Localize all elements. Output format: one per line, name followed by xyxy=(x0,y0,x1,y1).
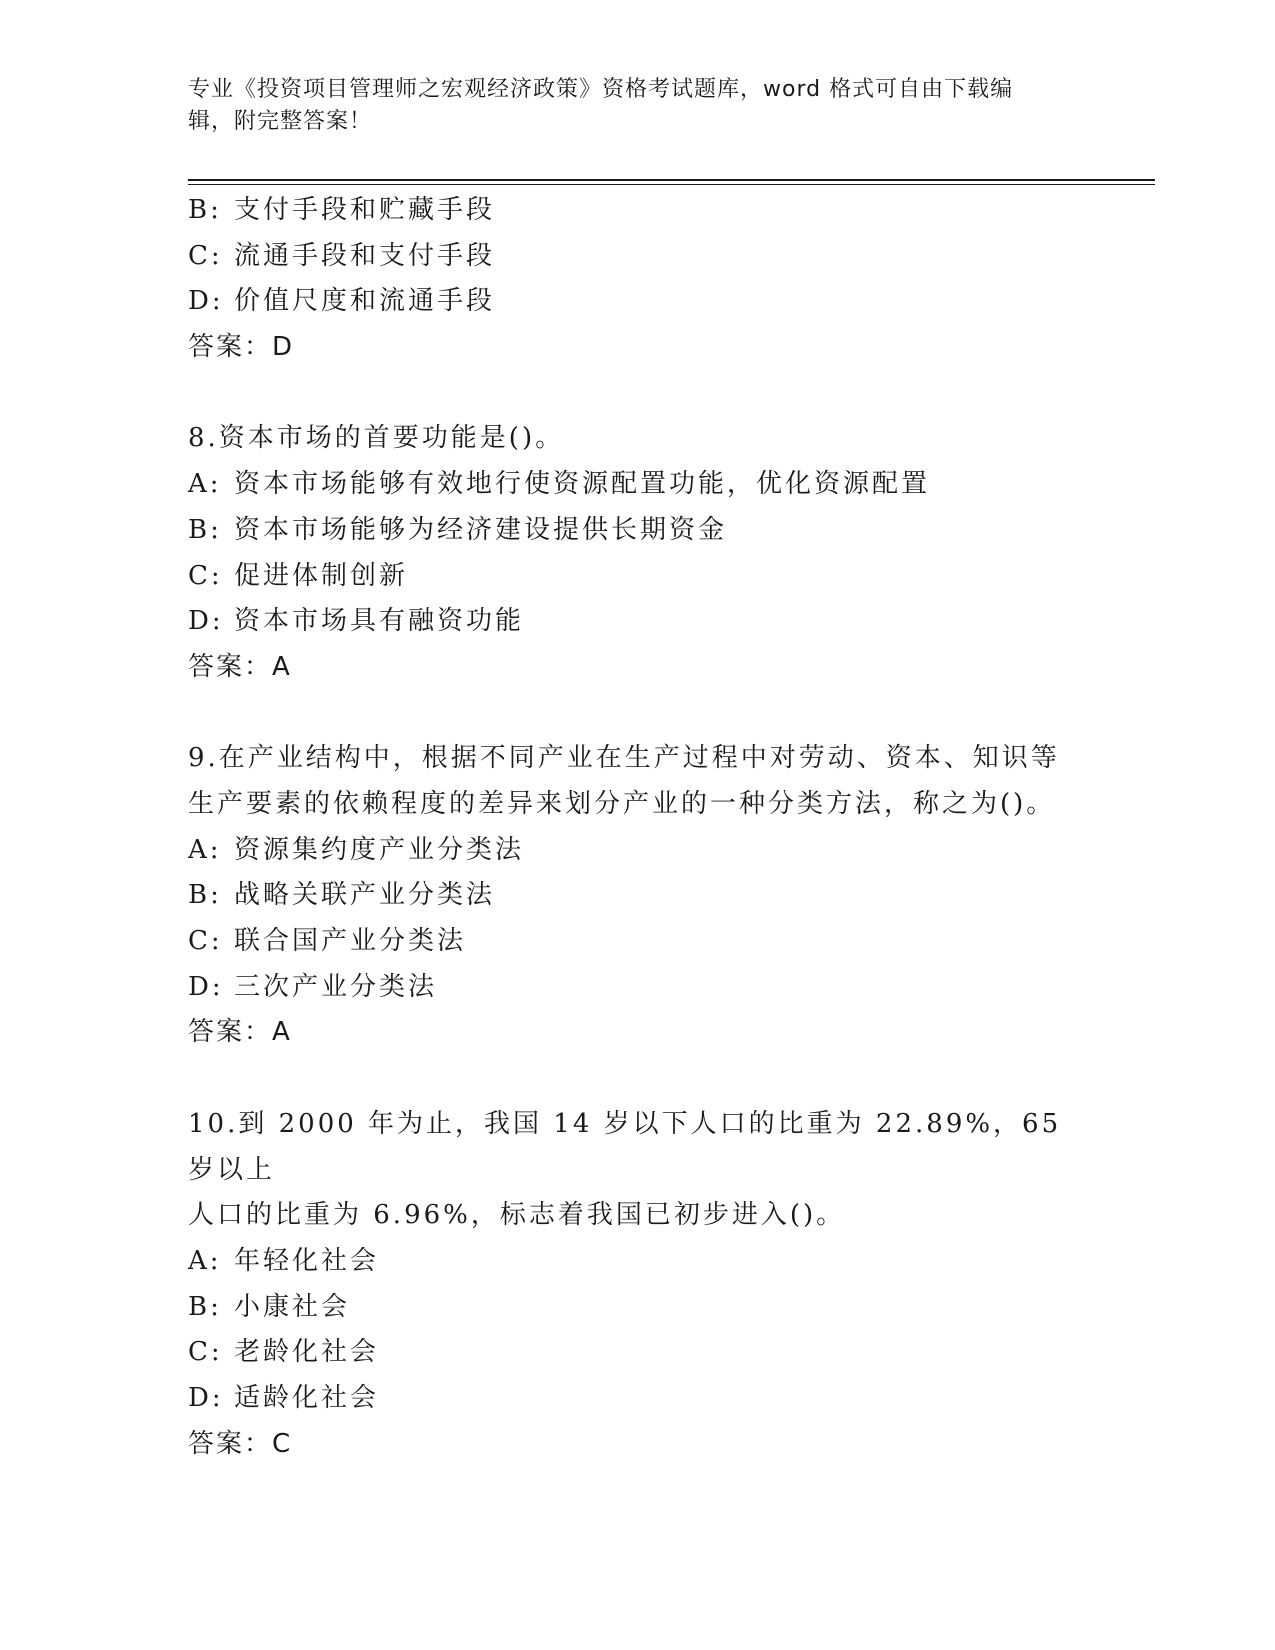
option-b xyxy=(188,508,1088,554)
option-letter: C: xyxy=(188,560,223,591)
answer-line: 答案：C xyxy=(188,1428,293,1459)
option-text: 资源集约度产业分类法 xyxy=(234,834,525,865)
option-text: 支付手段和贮藏手段 xyxy=(234,195,496,225)
question-list xyxy=(188,188,1088,1467)
header-rule-thin xyxy=(188,184,1155,185)
question-block-9 xyxy=(188,736,1088,1056)
answer-line: 答案：A xyxy=(188,651,292,682)
option-text: 适龄化社会 xyxy=(234,1382,380,1413)
option-letter: B: xyxy=(188,195,222,225)
option-c xyxy=(188,919,1088,965)
option-d xyxy=(188,965,1088,1011)
question-text: 8.资本市场的首要功能是()。 xyxy=(188,423,565,454)
header-line-1: 专业《投资项目管理师之宏观经济政策》资格考试题库，word 格式可自由下载编 xyxy=(188,77,1014,102)
header-rule-thick xyxy=(188,179,1155,181)
option-text: 老龄化社会 xyxy=(234,1337,380,1368)
spacer xyxy=(188,691,1088,737)
option-letter: A: xyxy=(188,834,222,865)
option-letter: A: xyxy=(188,1245,222,1276)
question-block-8 xyxy=(188,416,1088,690)
answer-line: 答案：D xyxy=(188,332,295,363)
option-d xyxy=(188,279,1088,325)
option-b xyxy=(188,873,1088,919)
option-text: 年轻化社会 xyxy=(234,1245,380,1276)
question-text-line-1: 9.在产业结构中，根据不同产业在生产过程中对劳动、资本、知识等 xyxy=(188,743,1060,774)
option-a xyxy=(188,1239,1088,1285)
option-b xyxy=(188,1285,1088,1331)
option-text: 流通手段和支付手段 xyxy=(234,240,496,271)
option-text: 价值尺度和流通手段 xyxy=(234,286,496,317)
option-letter: B: xyxy=(188,1291,222,1322)
option-letter: C: xyxy=(188,1337,223,1368)
option-c xyxy=(188,234,1088,280)
option-c xyxy=(188,1330,1088,1376)
option-c xyxy=(188,554,1088,600)
option-letter: C: xyxy=(188,240,223,271)
question-text-line-2: 人口的比重为 6.96%，标志着我国已初步进入()。 xyxy=(188,1200,846,1231)
option-letter: A: xyxy=(188,469,222,500)
document-header xyxy=(188,74,1068,138)
option-letter: D: xyxy=(188,286,224,317)
option-text: 资本市场能够有效地行使资源配置功能，优化资源配置 xyxy=(234,469,931,500)
option-a xyxy=(188,828,1088,874)
option-text: 三次产业分类法 xyxy=(234,971,438,1002)
question-block-7-continuation xyxy=(188,188,1088,371)
option-text: 战略关联产业分类法 xyxy=(234,880,496,911)
option-d xyxy=(188,1376,1088,1422)
option-letter: B: xyxy=(188,880,222,911)
option-b xyxy=(188,188,1088,234)
question-text-line-2: 生产要素的依赖程度的差异来划分产业的一种分类方法，称之为()。 xyxy=(188,788,1056,819)
option-d xyxy=(188,599,1088,645)
option-text: 资本市场具有融资功能 xyxy=(234,606,525,637)
option-text: 小康社会 xyxy=(234,1291,351,1322)
option-letter: D: xyxy=(188,1382,224,1413)
option-letter: D: xyxy=(188,971,224,1002)
option-text: 联合国产业分类法 xyxy=(234,926,467,957)
answer-line: 答案：A xyxy=(188,1017,292,1048)
spacer xyxy=(188,371,1088,417)
spacer xyxy=(188,1056,1088,1102)
option-letter: C: xyxy=(188,926,223,957)
question-text-line-1: 10.到 2000 年为止，我国 14 岁以下人口的比重为 22.89%，65 岁以上 xyxy=(188,1108,1073,1185)
question-block-10 xyxy=(188,1102,1088,1468)
option-a xyxy=(188,462,1088,508)
option-letter: D: xyxy=(188,606,224,637)
option-text: 资本市场能够为经济建设提供长期资金 xyxy=(234,514,728,545)
option-text: 促进体制创新 xyxy=(234,560,409,591)
header-line-2: 辑，附完整答案！ xyxy=(188,109,373,134)
option-letter: B: xyxy=(188,514,222,545)
